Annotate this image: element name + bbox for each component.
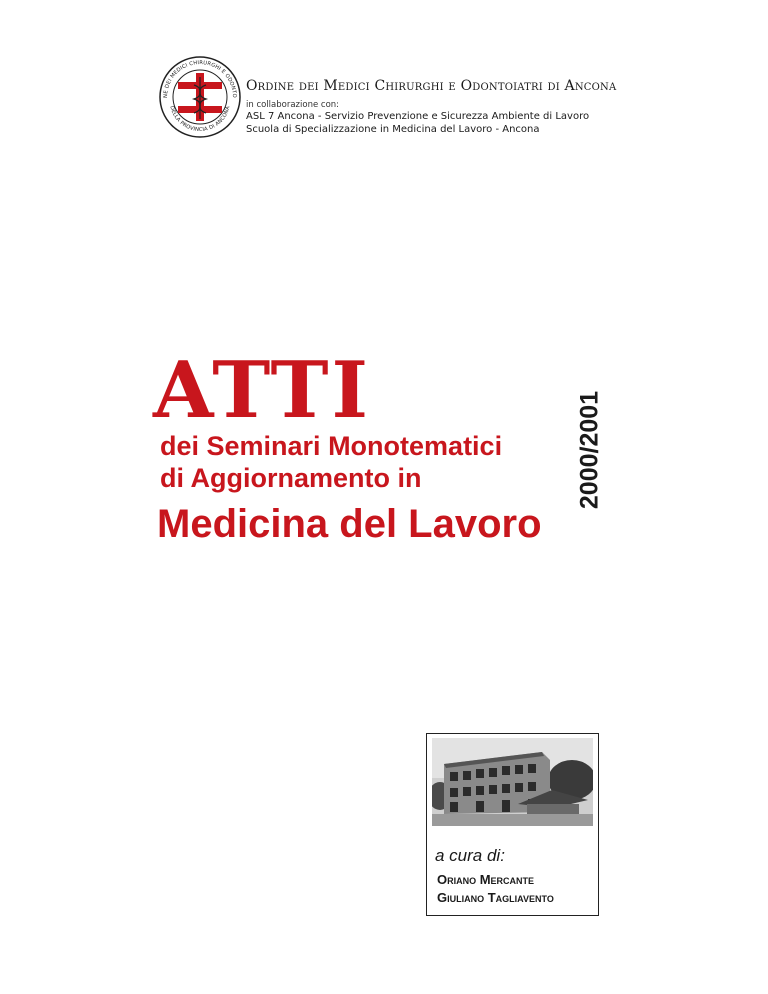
subtitle-line-2: di Aggiornamento in — [160, 463, 422, 493]
svg-text:DELLA PROVINCIA DI ANCONA: DELLA PROVINCIA DI ANCONA — [168, 105, 232, 134]
collaborator-asl: ASL 7 Ancona - Servizio Prevenzione e Sicurezza Ambiente di Lavoro — [246, 111, 590, 122]
main-title: Medicina del Lavoro — [157, 502, 542, 546]
building-photo-image — [432, 738, 593, 826]
edited-by-label: a cura di: — [435, 846, 505, 865]
atti-title: ATTI — [153, 345, 372, 436]
subtitle-line-1: dei Seminari Monotematici — [160, 431, 503, 461]
building-photo — [432, 738, 593, 826]
header-block — [246, 78, 616, 136]
subtitle — [160, 430, 502, 494]
editor-box — [426, 733, 599, 916]
year-label — [576, 365, 604, 535]
seal-icon — [158, 55, 242, 139]
editor-name-1: Oriano Mercante — [437, 872, 535, 887]
organization-title: Ordine dei Medici Chirurghi e Odontoiatri di Ancona — [246, 78, 617, 94]
collaborator-school: Scuola di Specializzazione in Medicina del Lavoro - Ancona — [246, 124, 540, 135]
order-seal-logo — [158, 55, 242, 139]
year-text: 2000/2001 — [575, 390, 604, 510]
svg-text:ORDINE DEI MEDICI CHIRURGHI E: NE DEI MEDICI CHIRURGHI E ODONTO — [162, 59, 238, 99]
editor-name-2: Giuliano Tagliavento — [437, 890, 554, 905]
collaboration-label: in collaborazione con: — [246, 100, 340, 110]
